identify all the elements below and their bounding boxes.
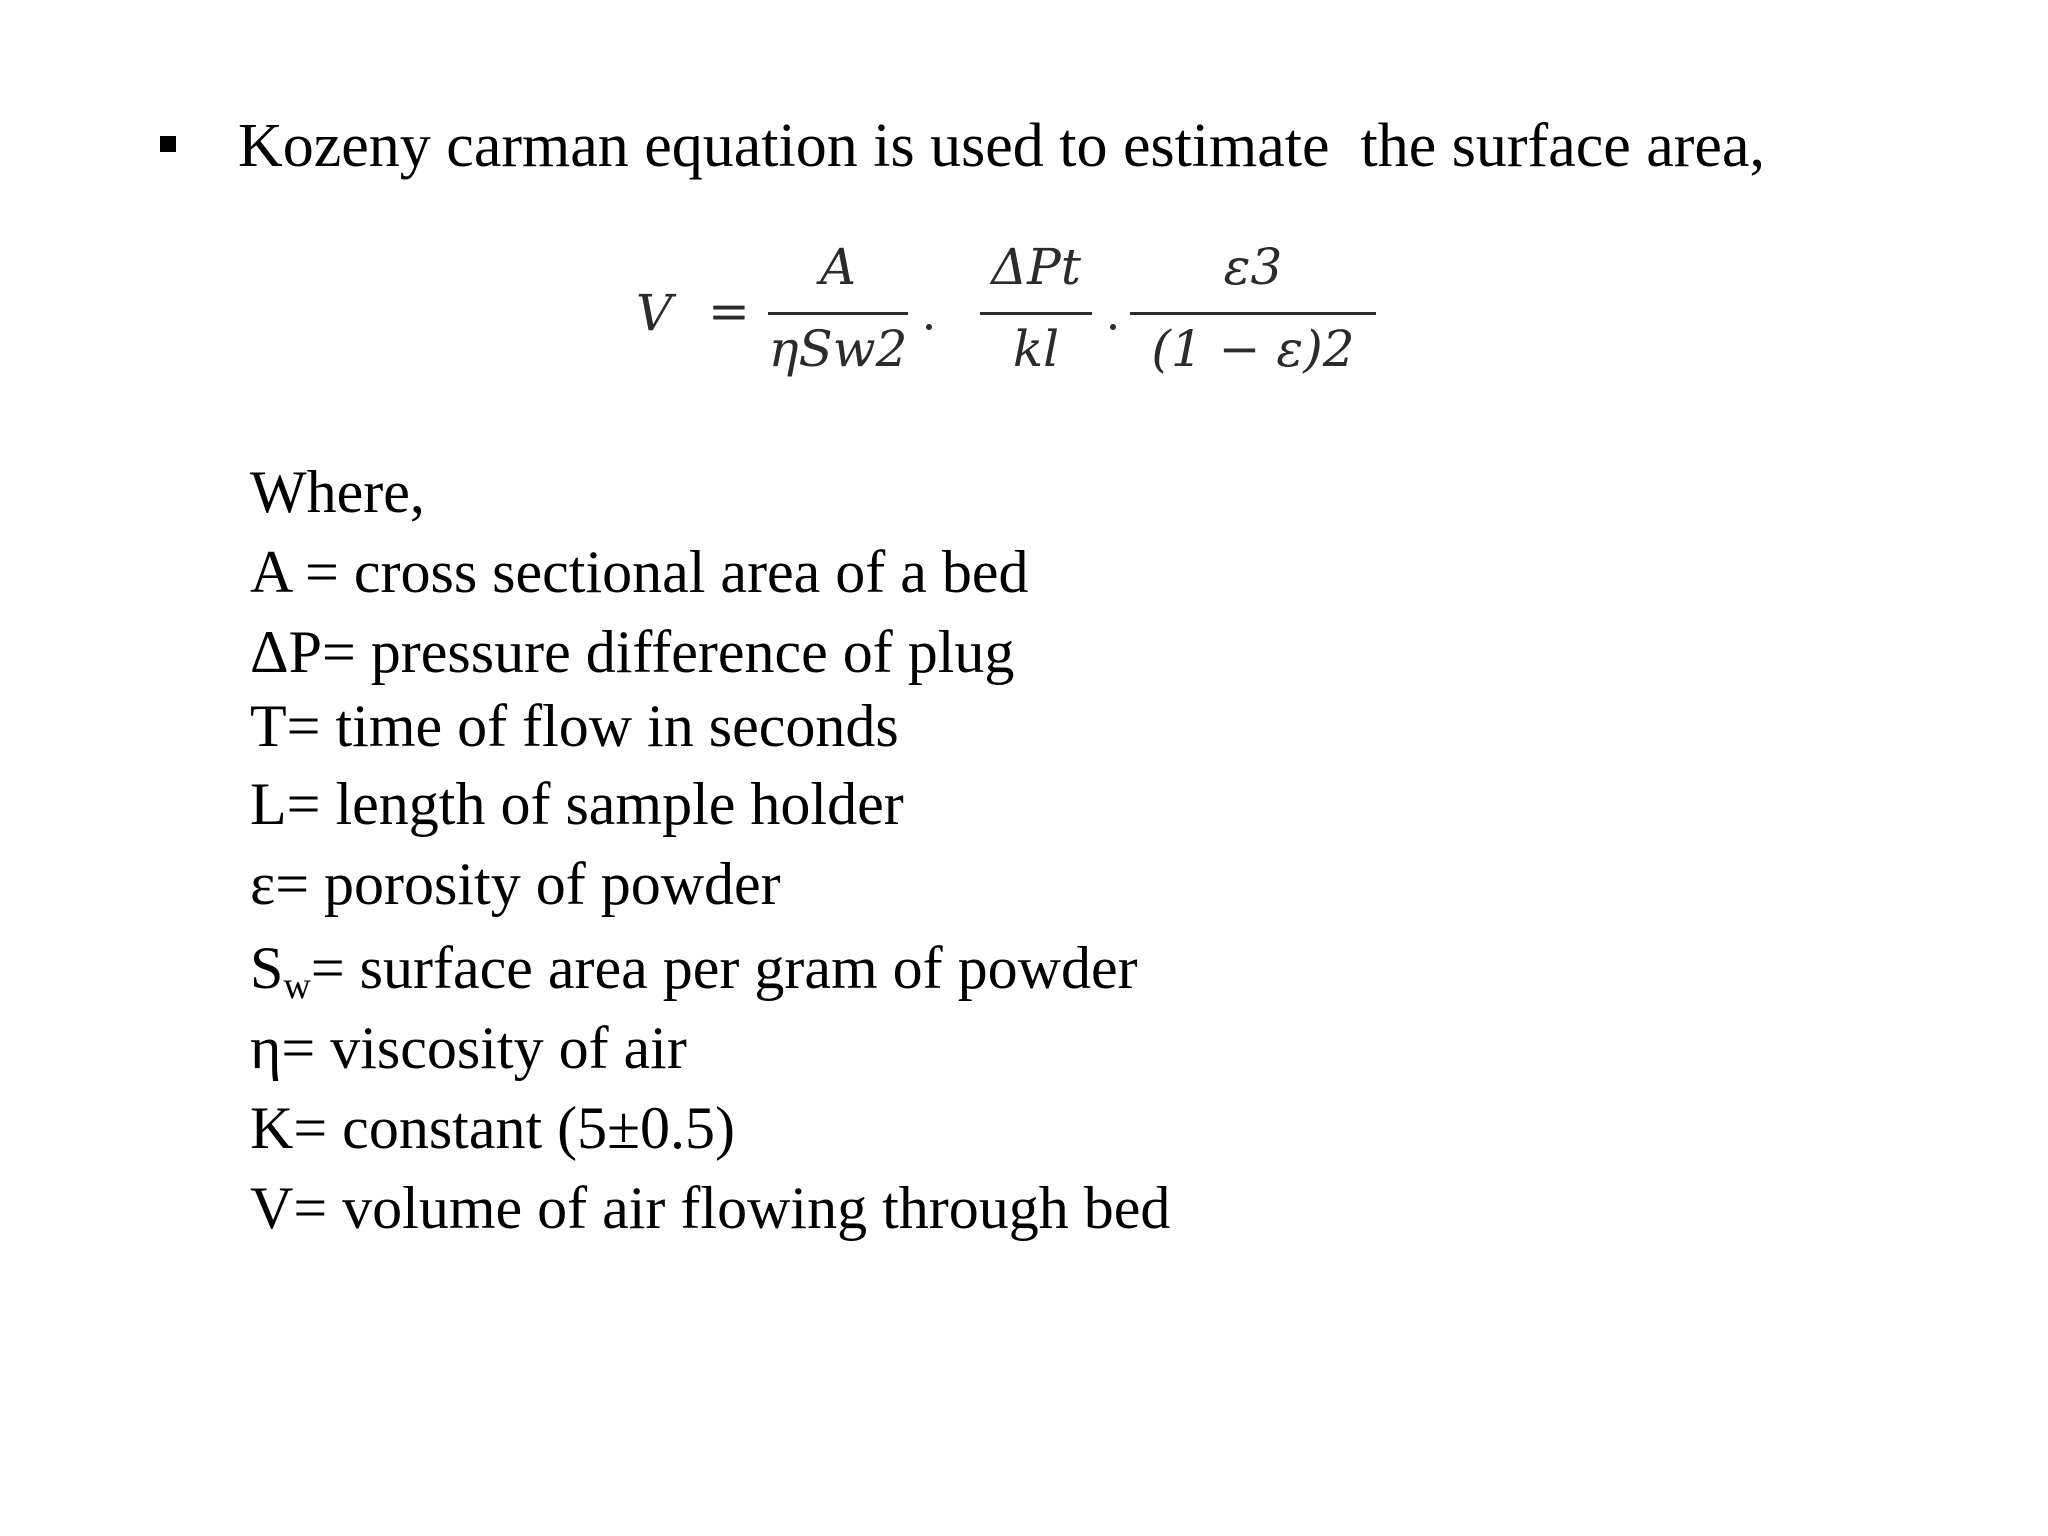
definition-symbol: η [250,1015,282,1081]
formula-equals: = [708,282,750,340]
definition-symbol: V [250,1175,294,1241]
frac3-bar [1130,312,1376,315]
definition-text: = length of sample holder [286,771,904,837]
definition-symbol: ε [250,851,276,917]
definition-item [250,1172,1170,1244]
definition-symbol: T [250,693,287,759]
formula-lhs: V [636,284,673,342]
definition-symbol: ΔP [250,619,322,685]
definition-item [250,932,1138,1007]
definition-item [250,848,781,920]
bullet-text: Kozeny carman equation is used to estimate the surface area, [238,112,1765,180]
definition-text: = pressure difference of plug [321,619,1015,685]
kozeny-carman-formula [636,232,1396,392]
definitions-intro: Where, [250,459,425,525]
frac2-denominator: kl [1012,320,1060,378]
definition-text: = volume of air flowing through bed [293,1175,1171,1241]
definition-symbol: L [250,771,287,837]
definition-symbol: A [250,539,291,605]
definition-text: = surface area per gram of powder [310,935,1138,1001]
frac2-bar [980,312,1092,315]
frac2-numerator: ΔPt [991,238,1081,296]
frac1-denominator: ηSw2 [768,320,908,378]
frac1-bar [768,312,908,315]
definition-symbol: S [250,935,284,1001]
bullet-item [160,108,1765,184]
multiply-dot [1110,324,1116,330]
definition-item [250,690,899,762]
definition-text: = porosity of powder [275,851,781,917]
frac1-numerator: A [819,238,857,296]
definition-item [250,1012,687,1084]
definition-item [250,1092,735,1164]
definition-symbol: K [250,1095,294,1161]
square-bullet-icon [160,136,176,152]
definition-text: = cross sectional area of a bed [290,539,1029,605]
definition-text: = viscosity of air [281,1015,687,1081]
definition-item [250,768,904,840]
definition-subscript: w [283,965,311,1007]
definition-text: = constant (5±0.5) [293,1095,736,1161]
definition-item [250,536,1029,608]
multiply-dot [926,324,932,330]
definition-item [250,616,1014,688]
frac3-numerator: ε3 [1223,238,1283,296]
frac3-denominator: (1 − ε)2 [1151,320,1355,378]
definition-text: = time of flow in seconds [286,693,899,759]
